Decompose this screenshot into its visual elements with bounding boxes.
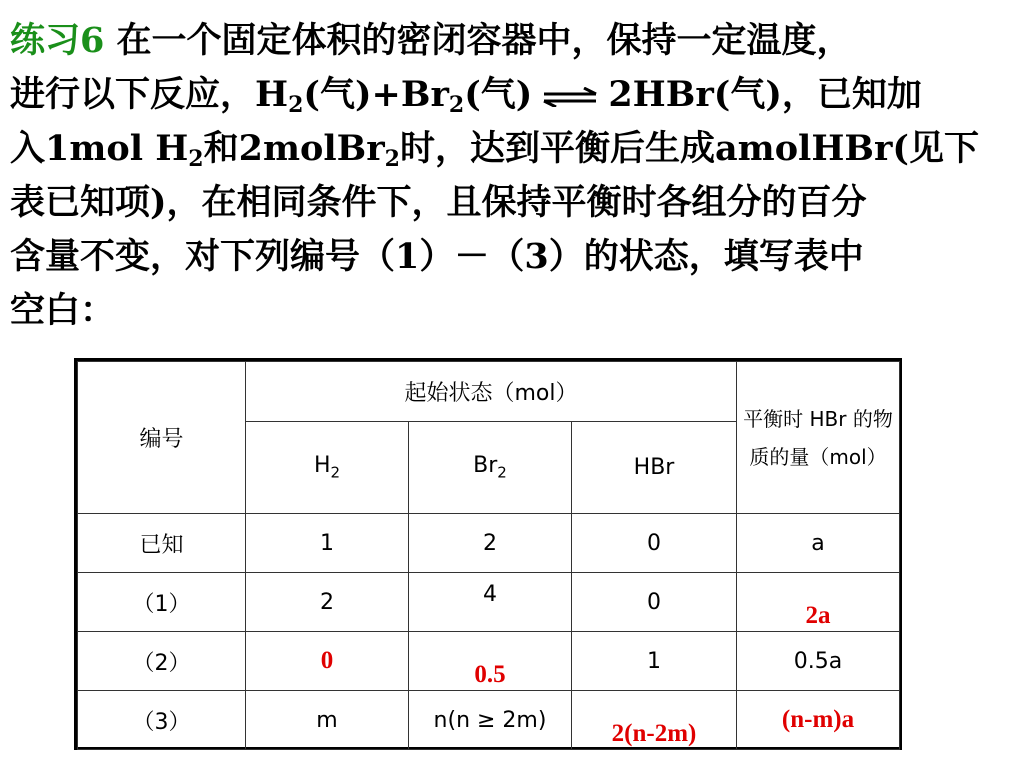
cell-eq-hbr (737, 573, 900, 632)
cell-hbr: 0 (572, 514, 737, 573)
answer: 2a (805, 602, 831, 629)
question-text (10, 14, 1010, 338)
cell-h2: m (246, 691, 409, 750)
cell-eq-hbr: 0.5a (737, 632, 900, 691)
question-line-5: 含量不变，对下列编号（1）－（3）的状态，填写表中 (10, 236, 864, 277)
row-label: （3） (78, 691, 246, 750)
question-line-1: 练习6 在一个固定体积的密闭容器中，保持一定温度， (10, 20, 852, 61)
cell-eq-hbr (737, 691, 900, 750)
question-line-6: 空白： (10, 290, 116, 331)
row-label: （2） (78, 632, 246, 691)
table-row (78, 632, 900, 691)
cell-h2: 1 (246, 514, 409, 573)
cell-h2 (246, 632, 409, 691)
reversible-arrow-icon (540, 87, 600, 107)
cell-br2: 2 (409, 514, 572, 573)
header-number: 编号 (78, 362, 246, 514)
answer: 0.5 (474, 661, 506, 688)
header-br2: $Br_2$ (409, 422, 572, 514)
question-line-2: 进行以下反应，$H_2$(气)$+Br_2$(气) 2HBr(气)，已知加 (10, 74, 922, 118)
exercise-label: 练习6 (10, 20, 105, 61)
equilibrium-table (74, 358, 902, 750)
row-label: 已知 (78, 514, 246, 573)
cell-hbr: 0 (572, 573, 737, 632)
question-line-4: 表已知项)，在相同条件下，且保持平衡时各组分的百分 (10, 182, 867, 223)
question-line-3: 入1mol $H_2$和2molBr$_2$时，达到平衡后生成amolHBr(见下 (10, 128, 979, 172)
answer: (n-m)a (781, 706, 855, 733)
table-row (78, 514, 900, 573)
header-equilibrium-hbr: 平衡时 HBr 的物质的量（mol） (737, 362, 900, 514)
answer: 0 (320, 647, 334, 674)
cell-eq-hbr: a (737, 514, 900, 573)
table-row (78, 573, 900, 632)
cell-br2: n(n ≥ 2m) (409, 691, 572, 750)
cell-br2 (409, 632, 572, 691)
row-label: （1） (78, 573, 246, 632)
cell-br2: 4 (409, 573, 572, 632)
header-hbr: HBr (572, 422, 737, 514)
table-row (78, 691, 900, 750)
header-initial-state: 起始状态（mol） (246, 362, 737, 422)
answer: 2(n-2m) (611, 720, 697, 747)
cell-h2: 2 (246, 573, 409, 632)
cell-hbr: 1 (572, 632, 737, 691)
cell-hbr (572, 691, 737, 750)
header-h2: $H_2$ (246, 422, 409, 514)
